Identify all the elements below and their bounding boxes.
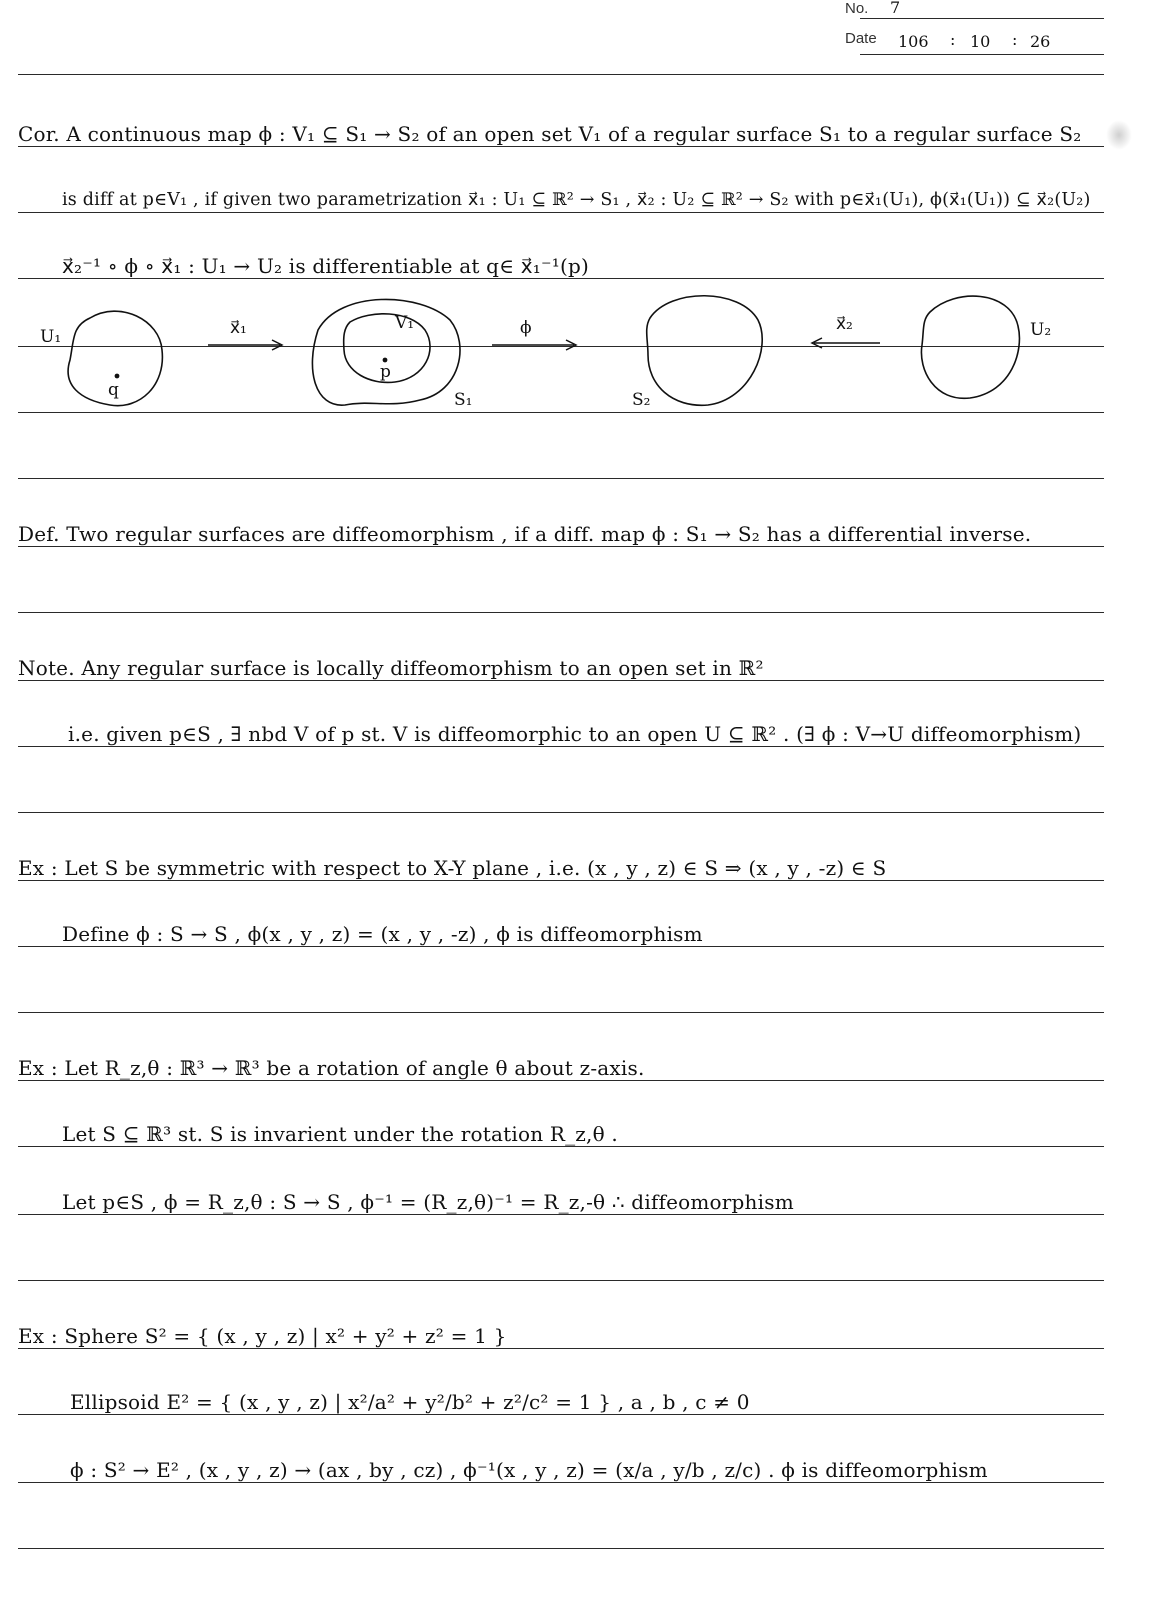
ruled-line [18, 1414, 1104, 1415]
s1-surface [312, 299, 460, 405]
label-phi: ϕ [520, 318, 532, 338]
no-value: 7 [890, 0, 901, 17]
example3-line-1: Ex : Sphere S² = { (x , y , z) | x² + y² + z² = 1 } [18, 1324, 507, 1348]
label-v1: V₁ [395, 313, 415, 333]
note-line-1: Note. Any regular surface is locally diffeomorphism to an open set in ℝ² [18, 656, 764, 680]
ruled-line [18, 1080, 1104, 1081]
s2-surface [647, 296, 763, 406]
ruled-line [18, 212, 1104, 213]
definition-line: Def. Two regular surfaces are diffeomorphism , if a diff. map ϕ : S₁ → S₂ has a differential inverse. [18, 522, 1032, 546]
point-q [115, 374, 120, 379]
date-year: 106 [898, 32, 929, 51]
example1-line-2: Define ϕ : S → S , ϕ(x , y , z) = (x , y , -z) , ϕ is diffeomorphism [62, 922, 703, 946]
ruled-line [18, 946, 1104, 947]
example2-line-3: Let p∈S , ϕ = R_z,θ : S → S , ϕ⁻¹ = (R_z,θ)⁻¹ = R_z,-θ ∴ diffeomorphism [62, 1190, 794, 1214]
example3-line-3: ϕ : S² → E² , (x , y , z) → (ax , by , cz) , ϕ⁻¹(x , y , z) = (x/a , y/b , z/c) . ϕ is diffeomorphism [70, 1458, 988, 1482]
date-separator-2: : [1012, 30, 1018, 49]
note-line-2: i.e. given p∈S , ∃ nbd V of p st. V is diffeomorphic to an open U ⊆ ℝ² . (∃ ϕ : V→U diffeomorphism) [68, 722, 1082, 746]
header-rule-date [860, 54, 1104, 55]
label-q: q [108, 380, 119, 400]
date-day: 26 [1030, 32, 1051, 51]
ruled-line [18, 1146, 1104, 1147]
ruled-line [18, 278, 1104, 279]
label-s1: S₁ [454, 390, 473, 410]
header-rule-no [860, 18, 1104, 19]
ruled-line [18, 812, 1104, 813]
corollary-line-2: is diff at p∈V₁ , if given two parametrization x⃗₁ : U₁ ⊆ ℝ² → S₁ , x⃗₂ : U₂ ⊆ ℝ² → S₂ with p∈x⃗₁(U₁), ϕ(x⃗₁(U₁)) ⊆ x⃗₂(U₂) [62, 190, 1091, 210]
label-s2: S₂ [632, 390, 651, 410]
ruled-line [18, 546, 1104, 547]
date-month: 10 [970, 32, 991, 51]
ruled-line [18, 1280, 1104, 1281]
date-separator-1: : [950, 30, 956, 49]
example2-line-2: Let S ⊆ ℝ³ st. S is invarient under the rotation R_z,θ . [62, 1122, 618, 1146]
label-x1: x⃗₁ [230, 318, 247, 338]
example1-line-1: Ex : Let S be symmetric with respect to X-Y plane , i.e. (x , y , z) ∈ S ⇒ (x , y , -z) ∈ S [18, 856, 887, 880]
corollary-line-3: x⃗₂⁻¹ ∘ ϕ ∘ x⃗₁ : U₁ → U₂ is differentiable at q∈ x⃗₁⁻¹(p) [62, 254, 589, 278]
no-label: No. [845, 0, 869, 17]
ruled-line [18, 680, 1104, 681]
ruled-line [18, 746, 1104, 747]
scan-smudge [1106, 120, 1132, 150]
u2-region [921, 296, 1019, 398]
ruled-line [18, 612, 1104, 613]
ruled-line [18, 146, 1104, 147]
ruled-line [18, 880, 1104, 881]
example3-line-2: Ellipsoid E² = { (x , y , z) | x²/a² + y²/b² + z²/c² = 1 } , a , b , c ≠ 0 [70, 1390, 750, 1414]
example2-line-1: Ex : Let R_z,θ : ℝ³ → ℝ³ be a rotation of angle θ about z-axis. [18, 1056, 645, 1080]
corollary-line-1: Cor. A continuous map ϕ : V₁ ⊆ S₁ → S₂ of an open set V₁ of a regular surface S₁ to a regular surface S₂ [18, 122, 1082, 146]
ruled-line [18, 1482, 1104, 1483]
date-label: Date [845, 30, 877, 47]
label-p: p [380, 362, 391, 382]
ruled-line [18, 478, 1104, 479]
ruled-line [18, 1348, 1104, 1349]
ruled-line [18, 1012, 1104, 1013]
mapping-diagram [0, 280, 1155, 420]
ruled-line [18, 74, 1104, 75]
label-u2: U₂ [1030, 320, 1052, 340]
ruled-line [18, 1214, 1104, 1215]
label-u1: U₁ [40, 327, 62, 347]
ruled-line [18, 1548, 1104, 1549]
label-x2: x⃗₂ [836, 314, 853, 334]
